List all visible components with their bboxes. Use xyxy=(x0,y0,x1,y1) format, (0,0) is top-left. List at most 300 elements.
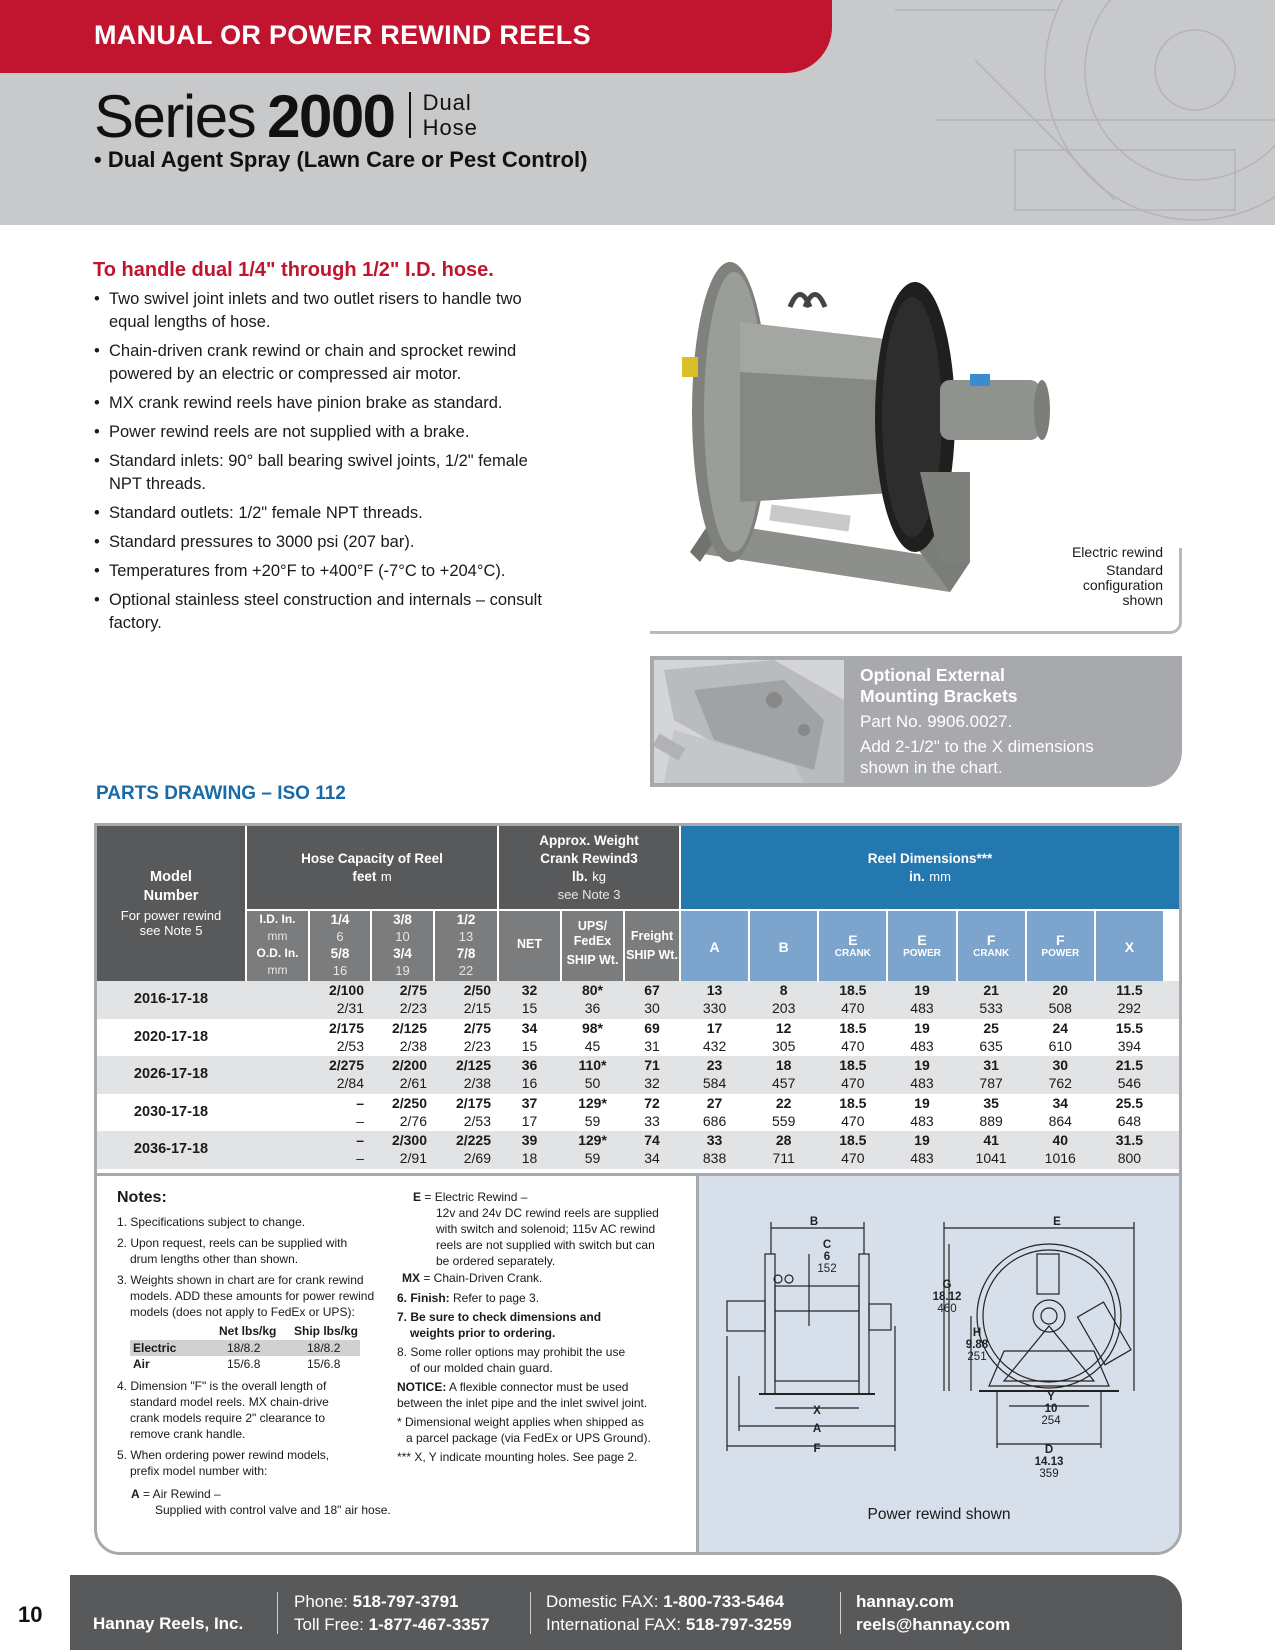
dim-y-mm: 254 xyxy=(1041,1415,1061,1427)
model-number: 2036-17-18 xyxy=(133,1141,209,1157)
bracket-title-line: Mounting Brackets xyxy=(860,686,1018,706)
feature-item: • Standard outlets: 1/2" female NPT threads. xyxy=(93,502,553,525)
cell-imperial: 25 xyxy=(983,1019,999,1036)
weight-table-head-ship-text: Ship lbs/kg xyxy=(294,1324,359,1338)
cell-imperial: 67 xyxy=(644,982,660,998)
dim-c-in: 6 xyxy=(823,1251,831,1263)
model-header-line: Number xyxy=(143,888,199,904)
dims-header-units xyxy=(681,868,1179,886)
cell-metric: 711 xyxy=(772,1150,795,1166)
cell-imperial: 34 xyxy=(1052,1094,1069,1111)
cell-imperial: 71 xyxy=(644,1057,660,1073)
mounting-note: *** X, Y indicate mounting holes. See page 2. xyxy=(397,1450,638,1464)
cell-imperial: – xyxy=(356,1132,364,1148)
cell-imperial: 2/75 xyxy=(463,1019,491,1036)
cell-imperial: 18.5 xyxy=(839,982,867,998)
cell-metric: 2/61 xyxy=(399,1075,427,1091)
cell-imperial: 19 xyxy=(914,982,930,998)
notes-panel xyxy=(97,1176,696,1555)
cell-metric: 457 xyxy=(772,1075,796,1091)
feature-item: • Chain-driven crank rewind or chain and sprocket rewind powered by an electric or compressed air motor. xyxy=(93,340,553,386)
header-band xyxy=(0,0,1275,225)
series-number: 2000 xyxy=(267,83,395,150)
model-number: 2026-17-18 xyxy=(133,1066,209,1082)
od-mm-value: 16 xyxy=(332,963,348,978)
cell-imperial: 11.5 xyxy=(1116,982,1143,998)
cell-metric: 584 xyxy=(702,1075,727,1091)
cell-metric: 2/76 xyxy=(399,1112,427,1129)
note-8: of our molded chain guard. xyxy=(410,1361,553,1375)
id-value: 1/4 xyxy=(330,912,350,927)
cell-imperial: 24 xyxy=(1052,1019,1069,1036)
footer-tollfree xyxy=(294,1613,490,1636)
ups-label: SHIP Wt. xyxy=(566,953,619,967)
feature-item: • Temperatures from +20°F to +400°F (-7°C to +204°C). xyxy=(93,560,553,583)
dim-col-sub: POWER xyxy=(1041,948,1080,959)
cell-metric: 292 xyxy=(1117,1000,1142,1016)
dim-d: D xyxy=(1044,1444,1054,1456)
cell-imperial: 20 xyxy=(1052,982,1069,998)
capacity-header-units xyxy=(247,868,497,886)
cell-imperial: 31 xyxy=(983,1057,999,1073)
cell-metric: 2/84 xyxy=(336,1075,364,1091)
footer-divider xyxy=(840,1592,841,1634)
cell-metric: 203 xyxy=(772,1000,796,1016)
weight-electric-net: 18/8.2 xyxy=(227,1341,261,1355)
dim-c: C xyxy=(822,1239,832,1251)
photo-caption xyxy=(1072,545,1163,608)
cell-metric: 635 xyxy=(979,1037,1003,1054)
cell-metric: 18 xyxy=(521,1150,538,1166)
cell-imperial: 129* xyxy=(578,1132,607,1148)
title-divider xyxy=(409,92,411,138)
footer-divider xyxy=(277,1592,278,1634)
note-electric: be ordered separately. xyxy=(436,1254,556,1268)
note-6-key: 6. Finish: xyxy=(397,1291,450,1305)
cell-imperial: 19 xyxy=(914,1132,930,1148)
feature-list xyxy=(93,288,553,641)
od-in-label: O.D. In. xyxy=(256,946,299,960)
cell-metric: 483 xyxy=(910,1075,934,1091)
caption-line: Electric rewind xyxy=(1071,544,1163,560)
dim-col-header xyxy=(681,911,748,981)
cell-imperial: 19 xyxy=(914,1057,930,1073)
cell-imperial: 2/300 xyxy=(391,1132,427,1148)
weight-header-line: Approx. Weight xyxy=(539,833,639,848)
feature-item: • Optional stainless steel construction and internals – consult factory. xyxy=(93,589,553,635)
cell-imperial: 74 xyxy=(644,1132,660,1148)
od-value: 5/8 xyxy=(330,946,350,961)
cell-metric: – xyxy=(356,1112,364,1129)
bracket-image xyxy=(654,660,844,783)
cell-metric: 483 xyxy=(910,1000,934,1016)
dim-col-label: E xyxy=(848,932,858,948)
cell-imperial: 25.5 xyxy=(1115,1094,1144,1111)
id-mm-value: 6 xyxy=(336,929,344,944)
dim-col-header xyxy=(958,911,1025,981)
id-mm-value: 10 xyxy=(395,929,410,944)
cell-metric: 305 xyxy=(772,1037,796,1054)
bracket-text xyxy=(860,711,1094,778)
note-electric: 12v and 24v DC rewind reels are supplied xyxy=(436,1206,659,1220)
cell-imperial: 72 xyxy=(644,1094,660,1111)
intfax-number: 518-797-3259 xyxy=(685,1615,792,1634)
dims-in: in. xyxy=(909,869,925,884)
dim-col-sub: CRANK xyxy=(834,948,871,959)
note-4: crank models require 2" clearance to xyxy=(130,1411,326,1425)
cell-metric: 470 xyxy=(841,1112,865,1129)
note-7-text: 7. Be sure to check dimensions and xyxy=(397,1310,602,1324)
cell-imperial: 21.5 xyxy=(1115,1057,1144,1073)
cell-imperial: 98* xyxy=(581,1019,604,1036)
cell-metric: 15 xyxy=(521,1037,538,1054)
email-link[interactable]: reels@hannay.com xyxy=(856,1615,1011,1634)
page-number: 10 xyxy=(18,1602,43,1627)
cell-imperial: 8 xyxy=(779,982,788,998)
dim-col-label: F xyxy=(986,932,996,948)
note-electric: reels are not supplied with switch but can xyxy=(436,1238,655,1252)
weight-table-head-net-text: Net lbs/kg xyxy=(219,1324,277,1338)
cell-imperial: 18.5 xyxy=(839,1132,867,1148)
dim-col-sub: CRANK xyxy=(973,948,1010,959)
note-electric-text: = Electric Rewind – xyxy=(421,1190,528,1204)
dim-h: H xyxy=(972,1327,982,1339)
cell-imperial: 19 xyxy=(914,1094,930,1111)
capacity-header xyxy=(247,826,497,909)
od-value: 7/8 xyxy=(456,946,476,961)
cell-imperial: – xyxy=(356,1094,364,1111)
footer-divider xyxy=(530,1592,531,1634)
note-7 xyxy=(410,1325,555,1342)
cell-metric: 59 xyxy=(584,1112,601,1129)
note-4: remove crank handle. xyxy=(130,1427,246,1441)
cell-imperial: 2/275 xyxy=(328,1057,364,1073)
dim-a: A xyxy=(812,1423,822,1435)
od-mm-value: 19 xyxy=(395,963,410,978)
series-sub-line1: Dual xyxy=(422,90,472,115)
feature-item: • MX crank rewind reels have pinion brake as standard. xyxy=(93,392,553,415)
capacity-feet: feet xyxy=(352,869,377,884)
id-col-3 xyxy=(435,911,497,981)
model-number: 2016-17-18 xyxy=(133,991,209,1007)
dim-d-in: 14.13 xyxy=(1034,1456,1064,1468)
capacity-m: m xyxy=(380,869,392,884)
weight-lb: lb. xyxy=(572,869,588,884)
dim-b: B xyxy=(809,1216,819,1228)
footer-phone xyxy=(294,1590,490,1613)
weight-header-line: Crank Rewind3 xyxy=(540,851,638,866)
dim-g: G xyxy=(942,1279,952,1291)
cell-imperial: 15.5 xyxy=(1115,1019,1144,1036)
weight-note: see Note 3 xyxy=(557,887,621,902)
dims-header xyxy=(681,826,1179,909)
cell-imperial: 2/225 xyxy=(455,1132,491,1148)
cell-imperial: 41 xyxy=(983,1132,999,1148)
note-mx xyxy=(402,1270,542,1287)
intfax-label: International FAX: xyxy=(546,1615,682,1634)
cell-metric: 2/23 xyxy=(399,1000,427,1016)
caption-line: Standard xyxy=(1106,562,1163,578)
cell-metric: 33 xyxy=(644,1112,660,1129)
weight-electric-label-text: Electric xyxy=(133,1341,177,1355)
model-header-note: see Note 5 xyxy=(139,923,203,938)
cell-imperial: 13 xyxy=(706,982,723,998)
weight-table-head-net xyxy=(219,1323,276,1340)
note-5-air: Supplied with control valve and 18" air hose. xyxy=(155,1503,391,1517)
caption-line: shown xyxy=(1122,592,1163,608)
footer-faxes xyxy=(546,1590,792,1636)
freight-label: SHIP Wt. xyxy=(626,948,678,962)
bracket-title-line: Optional External xyxy=(860,665,1005,685)
cell-imperial: 2/175 xyxy=(328,1019,364,1036)
dim-col-header xyxy=(1027,911,1094,981)
notes-heading: Notes: xyxy=(117,1189,167,1206)
note-electric: with switch and solenoid; 115v AC rewind xyxy=(436,1222,656,1236)
cell-metric: 2/69 xyxy=(463,1150,491,1166)
weight-header xyxy=(499,826,679,909)
cell-imperial: 110* xyxy=(578,1057,607,1073)
cell-metric: 36 xyxy=(584,1000,601,1016)
note-3: 3. Weights shown in chart are for crank rewind xyxy=(117,1273,364,1287)
id-value: 1/2 xyxy=(456,912,476,927)
parts-drawing-title: PARTS DRAWING – ISO 112 xyxy=(96,783,346,804)
dim-col-label: B xyxy=(778,939,789,955)
notice-key: NOTICE: xyxy=(397,1380,447,1394)
dim-col-header xyxy=(1096,911,1163,981)
weight-electric-label xyxy=(133,1340,176,1357)
tagline: • Dual Agent Spray (Lawn Care or Pest Control) xyxy=(94,147,588,172)
dim-y-in: 10 xyxy=(1044,1403,1058,1415)
cell-imperial: 18.5 xyxy=(839,1019,867,1036)
cell-metric: 50 xyxy=(584,1075,601,1091)
cell-imperial: 40 xyxy=(1052,1132,1069,1148)
cell-imperial: 39 xyxy=(521,1132,538,1148)
weight-air-label xyxy=(133,1356,150,1373)
dimension-drawing-panel xyxy=(699,1176,1179,1555)
notice: between the inlet pipe and the inlet swivel joint. xyxy=(397,1396,648,1410)
parts-table xyxy=(94,823,1182,1555)
freight-label: Freight xyxy=(630,929,674,943)
reel-sketch-background xyxy=(815,0,1275,225)
series-subtitle xyxy=(423,90,478,140)
capacity-header-line: Hose Capacity of Reel xyxy=(301,851,443,866)
id-col-1 xyxy=(310,911,370,981)
cell-imperial: 27 xyxy=(706,1094,723,1111)
cell-imperial: 69 xyxy=(644,1019,660,1036)
footer-company: Hannay Reels, Inc. xyxy=(93,1614,244,1633)
cell-metric: 2/53 xyxy=(463,1112,491,1129)
cell-imperial: 31.5 xyxy=(1115,1132,1144,1148)
od-value: 3/4 xyxy=(393,946,412,961)
cell-imperial: 21 xyxy=(983,982,999,998)
cell-imperial: 2/200 xyxy=(391,1057,427,1073)
cell-metric: 787 xyxy=(979,1075,1003,1091)
id-mm-value: 13 xyxy=(458,929,474,944)
dim-col-label: A xyxy=(709,939,720,955)
cell-metric: 546 xyxy=(1117,1075,1142,1091)
dim-c-mm: 152 xyxy=(817,1263,837,1275)
ups-label: UPS/ xyxy=(577,919,608,933)
cell-imperial: 18.5 xyxy=(839,1057,867,1073)
footer-international-fax xyxy=(546,1613,792,1636)
bracket-part-number: Part No. 9906.0027. xyxy=(860,712,1013,731)
id-value: 3/8 xyxy=(393,912,412,927)
cell-metric: 838 xyxy=(702,1150,727,1166)
cell-imperial: 18.5 xyxy=(839,1094,867,1111)
cell-metric: 2/31 xyxy=(336,1000,364,1016)
cell-metric: 34 xyxy=(644,1150,660,1166)
cell-imperial: 2/100 xyxy=(328,982,364,998)
domfax-label: Domestic FAX: xyxy=(546,1592,659,1611)
cell-metric: 394 xyxy=(1117,1037,1142,1054)
footer-web xyxy=(856,1590,1010,1636)
section-banner xyxy=(0,0,832,73)
cell-metric: 45 xyxy=(584,1037,601,1054)
phone-label: Phone: xyxy=(294,1592,348,1611)
weight-air-ship: 15/6.8 xyxy=(307,1357,341,1371)
dimension-drawing xyxy=(699,1176,1179,1555)
dim-col-header xyxy=(819,911,886,981)
cell-metric: 16 xyxy=(521,1075,538,1091)
dim-f: F xyxy=(813,1443,821,1455)
ups-label: FedEx xyxy=(573,934,612,948)
domfax-number: 1-800-733-5464 xyxy=(663,1592,785,1611)
footer-phones xyxy=(294,1590,490,1636)
mounting-brackets-callout xyxy=(650,656,1182,787)
note-5-air-text: = Air Rewind – xyxy=(139,1487,221,1501)
cell-imperial: 23 xyxy=(706,1057,723,1073)
series-sub-line2: Hose xyxy=(422,115,478,140)
dim-col-label: X xyxy=(1124,939,1135,955)
cell-imperial: 2/175 xyxy=(455,1094,491,1111)
od-mm-label: mm xyxy=(267,963,288,977)
cell-metric: 2/23 xyxy=(463,1037,491,1054)
cell-imperial: 33 xyxy=(706,1132,723,1148)
tollfree-number: 1-877-467-3357 xyxy=(368,1615,490,1634)
note-electric xyxy=(413,1189,527,1206)
cell-metric: 508 xyxy=(1048,1000,1072,1016)
dim-col-label: E xyxy=(917,932,927,948)
dim-d-mm: 359 xyxy=(1039,1468,1059,1480)
note-8: 8. Some roller options may prohibit the use xyxy=(397,1345,626,1359)
model-number: 2030-17-18 xyxy=(133,1103,209,1120)
cell-metric: 533 xyxy=(979,1000,1003,1016)
note-5: prefix model number with: xyxy=(130,1464,268,1478)
cell-imperial: 12 xyxy=(775,1019,792,1036)
note-mx-key: MX xyxy=(402,1271,420,1285)
cell-imperial: 129* xyxy=(578,1094,607,1111)
id-col-2 xyxy=(372,911,433,981)
cell-imperial: 32 xyxy=(521,982,538,998)
cell-imperial: 37 xyxy=(521,1094,538,1111)
feature-item: • Standard inlets: 90° ball bearing swivel joints, 1/2" female NPT threads. xyxy=(93,450,553,496)
cell-metric: 2/38 xyxy=(463,1075,491,1091)
cell-metric: 32 xyxy=(644,1075,660,1091)
cell-metric: 15 xyxy=(521,1000,538,1016)
note-6-text: Refer to page 3. xyxy=(449,1291,540,1305)
cell-metric: 1041 xyxy=(975,1150,1007,1166)
dim-col-header xyxy=(888,911,955,981)
weight-header-units xyxy=(499,868,679,886)
id-label-cell xyxy=(247,911,308,981)
intro-heading: To handle dual 1/4" through 1/2" I.D. hose. xyxy=(93,259,494,281)
cell-metric: 483 xyxy=(910,1112,934,1129)
cell-imperial: 2/125 xyxy=(391,1019,427,1036)
ups-header xyxy=(562,911,623,981)
weight-air-label-text: Air xyxy=(133,1357,150,1371)
tollfree-label: Toll Free: xyxy=(294,1615,364,1634)
cell-imperial: 80* xyxy=(581,982,604,998)
od-mm-value: 22 xyxy=(458,963,474,978)
cell-imperial: 22 xyxy=(775,1094,792,1111)
dim-g-in: 18.12 xyxy=(932,1291,962,1303)
note-1: 1. Specifications subject to change. xyxy=(117,1215,306,1229)
series-word: Series xyxy=(94,83,256,150)
cell-metric: 2/53 xyxy=(336,1037,364,1054)
net-header xyxy=(499,911,560,981)
cell-imperial: 35 xyxy=(983,1094,999,1111)
cell-metric: 864 xyxy=(1048,1112,1072,1129)
dimensional-note: a parcel package (via FedEx or UPS Ground). xyxy=(406,1431,651,1445)
note-mx-text: = Chain-Driven Crank. xyxy=(420,1271,543,1285)
note-7 xyxy=(397,1309,601,1326)
note-7-text: weights prior to ordering. xyxy=(410,1326,556,1340)
cell-metric: 470 xyxy=(841,1037,865,1054)
bracket-title xyxy=(860,665,1018,707)
cell-metric: 470 xyxy=(841,1075,865,1091)
cell-imperial: 34 xyxy=(521,1019,538,1036)
cell-imperial: 36 xyxy=(521,1057,538,1073)
weight-air-net: 15/6.8 xyxy=(227,1357,261,1371)
footer-domestic-fax xyxy=(546,1590,792,1613)
note-5: 5. When ordering power rewind models, xyxy=(117,1448,330,1462)
website-link[interactable]: hannay.com xyxy=(856,1592,954,1611)
cell-metric: – xyxy=(356,1150,364,1166)
cell-metric: 59 xyxy=(584,1150,601,1166)
feature-item: • Standard pressures to 3000 psi (207 bar). xyxy=(93,531,553,554)
dim-h-in: 9.88 xyxy=(965,1339,989,1351)
cell-metric: 483 xyxy=(910,1150,934,1166)
dim-y: Y xyxy=(1047,1391,1055,1403)
model-header xyxy=(97,826,245,981)
bracket-photo xyxy=(654,660,844,783)
bracket-note-line: Add 2-1/2" to the X dimensions xyxy=(860,737,1094,756)
cell-imperial: 28 xyxy=(775,1132,792,1148)
dim-e: E xyxy=(1053,1216,1061,1228)
weight-kg: kg xyxy=(592,869,606,884)
cell-metric: 470 xyxy=(841,1000,865,1016)
notes-section xyxy=(97,1173,1179,1555)
cell-metric: 2/91 xyxy=(399,1150,427,1166)
note-6 xyxy=(397,1290,539,1307)
dimensional-note: * Dimensional weight applies when shipped as xyxy=(397,1415,644,1429)
note-3: models (does not apply to FedEx or UPS): xyxy=(130,1305,355,1319)
cell-metric: 2/15 xyxy=(463,1000,491,1016)
cell-metric: 2/38 xyxy=(399,1037,427,1054)
cell-metric: 648 xyxy=(1117,1112,1142,1129)
cell-metric: 800 xyxy=(1117,1150,1142,1166)
note-5-air xyxy=(131,1486,221,1503)
section-banner-text: MANUAL OR POWER REWIND REELS xyxy=(94,20,591,50)
cell-metric: 686 xyxy=(702,1112,727,1129)
dim-col-label: F xyxy=(1056,932,1065,948)
note-5-air-key: A xyxy=(131,1487,140,1501)
cell-imperial: 17 xyxy=(706,1019,723,1036)
caption-line: configuration xyxy=(1082,577,1163,593)
net-label: NET xyxy=(517,937,542,951)
cell-metric: 559 xyxy=(772,1112,796,1129)
note-2: 2. Upon request, reels can be supplied with xyxy=(117,1236,348,1250)
